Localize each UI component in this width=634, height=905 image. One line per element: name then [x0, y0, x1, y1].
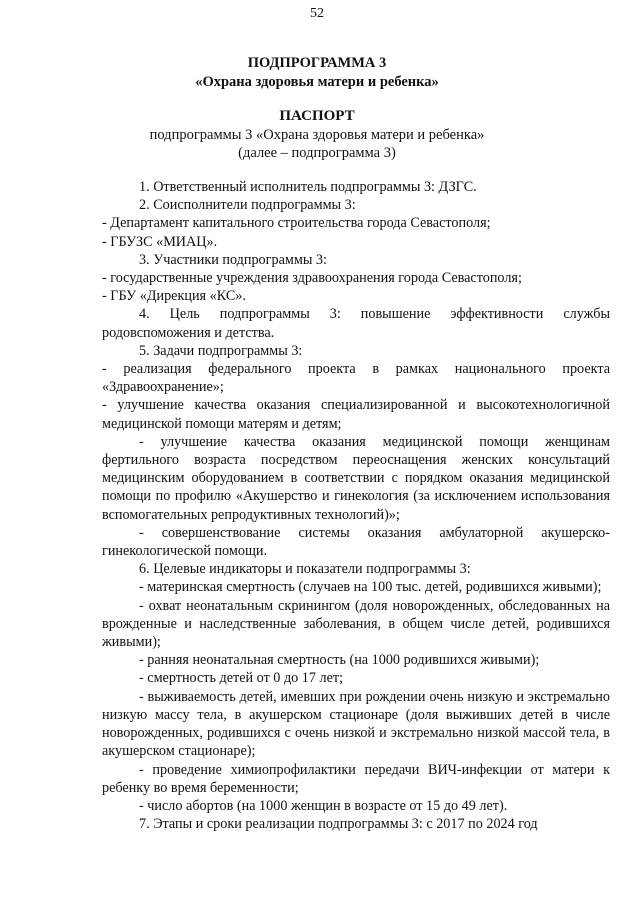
- indicator-item: - проведение химиопрофилактики передачи ВИЧ-инфекции от матери к ребенку во время беременности;: [102, 761, 610, 796]
- co-executor-item: - Департамент капитального строительства города Севастополя;: [102, 215, 491, 232]
- task-item: - совершенствование системы оказания амбулаторной акушерско-гинекологической помощи.: [102, 524, 610, 560]
- indicator-item: - число абортов (на 1000 женщин в возрасте от 15 до 49 лет).: [139, 797, 508, 814]
- indicator-item: - ранняя неонатальная смертность (на 1000 родившихся живыми);: [139, 652, 540, 669]
- passport-subtitle-line-2: (далее – подпрограмма 3): [238, 145, 396, 161]
- subprogram-subtitle: «Охрана здоровья матери и ребенка»: [195, 74, 439, 90]
- responsible-executor: 1. Ответственный исполнитель подпрограммы 3: ДЗГС.: [139, 179, 477, 195]
- task-item: - улучшение качества оказания медицинской помощи женщинам фертильного возраста посредством переоснащения женских консультаций медицинским оборудованием в соответствии с порядком оказания медицинской помощи по профилю «Акушерство и гинекология (за исключением использования вспомогательных репродуктивных технологий)»;: [102, 433, 610, 523]
- task-item: - реализация федерального проекта в рамках национального проекта «Здравоохранение»;: [102, 361, 610, 396]
- goal-paragraph: 4. Цель подпрограммы 3: повышение эффективности службы родовспоможения и детства.: [102, 306, 610, 341]
- indicators-heading: 6. Целевые индикаторы и показатели подпрограммы 3:: [139, 561, 471, 578]
- subprogram-title: ПОДПРОГРАММА 3: [247, 55, 387, 71]
- page-number: 52: [310, 6, 324, 21]
- participants-heading: 3. Участники подпрограммы 3:: [139, 251, 327, 268]
- passport-heading: ПАСПОРТ: [279, 108, 355, 124]
- co-executor-item: - ГБУЗС «МИАЦ».: [102, 233, 218, 250]
- tasks-heading: 5. Задачи подпрограммы 3:: [139, 342, 303, 359]
- co-executors-heading: 2. Соисполнители подпрограммы 3:: [139, 197, 356, 214]
- indicator-item: - охват неонатальным скринингом (доля новорожденных, обследованных на врожденные и наследственные заболевания, в общем числе детей, родившихся живыми);: [102, 597, 610, 651]
- indicator-item: - смертность детей от 0 до 17 лет;: [139, 670, 344, 687]
- task-item: - улучшение качества оказания специализированной и высокотехнологичной медицинской помощи матерям и детям;: [102, 397, 610, 432]
- participant-item: - государственные учреждения здравоохранения города Севастополя;: [102, 270, 522, 287]
- indicator-item: - материнская смертность (случаев на 100 тыс. детей, родившихся живыми);: [139, 579, 602, 596]
- indicator-item: - выживаемость детей, имевших при рождении очень низкую и экстремально низкую массу тела, в акушерском стационаре (доля выживших детей в числе новорожденных, родившихся с очень низкой и экстремально низкой массой тела, в акушерском стационаре);: [102, 688, 610, 760]
- stages-and-timeline: 7. Этапы и сроки реализации подпрограммы 3: с 2017 по 2024 год: [139, 816, 538, 833]
- passport-body: [102, 178, 610, 833]
- participant-item: - ГБУ «Дирекция «КС».: [102, 288, 246, 305]
- passport-subtitle-line-1: подпрограммы 3 «Охрана здоровья матери и ребенка»: [149, 127, 485, 143]
